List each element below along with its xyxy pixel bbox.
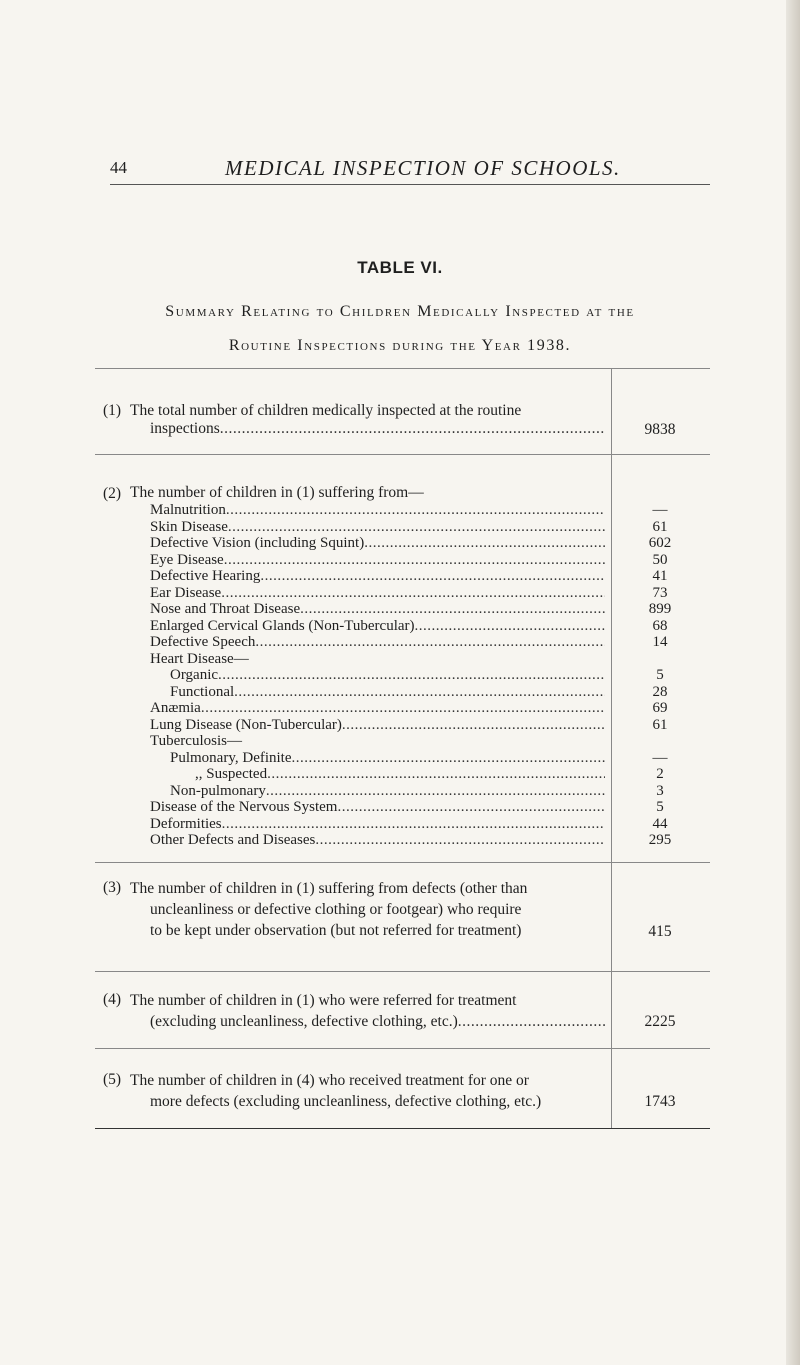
row-value: 295	[648, 832, 672, 848]
row-value: 73	[652, 584, 668, 601]
section-heading: The number of children in (1) suffering from—	[130, 484, 424, 501]
section-number: (2)	[103, 485, 122, 502]
row-value: 50	[652, 551, 668, 568]
section-2	[95, 454, 710, 862]
section-text-line: The total number of children medically inspected at the routine	[130, 402, 522, 419]
section-value: 9838	[644, 421, 676, 438]
row-value: 68	[652, 617, 668, 634]
section-text-line: more defects (excluding uncleanliness, defective clothing, etc.)	[150, 1093, 542, 1110]
row-value: 69	[652, 700, 668, 716]
row-value: 2	[656, 766, 664, 782]
section-text-line: The number of children in (1) suffering from defects (other than	[130, 880, 528, 897]
row-value: —	[652, 749, 668, 766]
section-4	[95, 971, 710, 1048]
row-value: 28	[652, 683, 668, 700]
section-value: 2225	[644, 1013, 676, 1030]
section-1	[95, 368, 710, 454]
section-value: 415	[648, 923, 672, 940]
list-item: Lung Disease (Non-Tubercular) .....	[130, 717, 605, 734]
section-number: (3)	[103, 879, 122, 896]
list-item: Heart Disease—	[150, 650, 249, 667]
list-item: Ear Disease .....	[130, 585, 605, 602]
section-values	[617, 502, 703, 849]
section-number: (4)	[103, 991, 122, 1008]
section-text-line: uncleanliness or defective clothing or footgear) who require	[150, 901, 522, 918]
page-header	[110, 148, 710, 188]
list-item: Defective Vision (including Squint) .....	[130, 535, 605, 552]
list-item: Organic .....	[130, 667, 605, 684]
section-number: (1)	[103, 402, 122, 419]
list-item: Other Defects and Diseases .....	[130, 832, 605, 849]
table-subtitle-line2: Routine Inspections during the Year 1938.	[228, 337, 572, 354]
header-rule	[110, 184, 710, 185]
row-value	[617, 733, 703, 750]
section-value: 1743	[644, 1093, 676, 1110]
row-value: 41	[652, 568, 668, 584]
row-value: 899	[648, 601, 672, 617]
list-item: Defective Speech .....	[130, 634, 605, 651]
page-edge-shadow	[786, 0, 800, 1365]
list-item: Tuberculosis—	[150, 733, 242, 749]
row-value: 14	[652, 634, 668, 650]
row-value: 44	[652, 815, 668, 832]
row-value: 5	[656, 667, 664, 683]
list-item: Malnutrition .....	[130, 502, 605, 519]
list-item: Pulmonary, Definite .....	[130, 750, 605, 767]
list-item: Enlarged Cervical Glands (Non-Tubercular) .....	[130, 618, 605, 635]
table-title: TABLE VI.	[357, 258, 443, 277]
list-item: Deformities .....	[130, 816, 605, 833]
list-item: Disease of the Nervous System .....	[130, 799, 605, 816]
section-5	[95, 1048, 710, 1129]
list-item: Skin Disease .....	[130, 519, 605, 536]
list-item: Anæmia .....	[130, 700, 605, 717]
list-item: Eye Disease .....	[130, 552, 605, 569]
table-subtitle-line1: Summary Relating to Children Medically Inspected at the	[165, 303, 635, 320]
section-text-line: (excluding uncleanliness, defective clothing, etc.)	[150, 1013, 458, 1030]
section-number: (5)	[103, 1071, 122, 1088]
list-item: Functional .....	[130, 684, 605, 701]
row-value: 61	[652, 716, 668, 733]
row-value: 5	[656, 799, 664, 815]
section-text-line: inspections	[150, 421, 220, 437]
list-item: Defective Hearing .....	[130, 568, 605, 585]
list-item: ,, Suspected .....	[130, 766, 605, 783]
row-value: 3	[656, 782, 664, 799]
section-text-line: The number of children in (1) who were referred for treatment	[130, 992, 517, 1009]
row-value	[617, 651, 703, 668]
running-title: MEDICAL INSPECTION OF SCHOOLS.	[225, 156, 621, 180]
section-3	[95, 862, 710, 971]
section-text-line: to be kept under observation (but not referred for treatment)	[150, 922, 522, 939]
page-number: 44	[110, 158, 127, 177]
list-item: Nose and Throat Disease .....	[130, 601, 605, 618]
row-value: —	[652, 502, 668, 518]
row-value: 602	[648, 535, 672, 551]
row-value: 61	[652, 518, 668, 535]
list-item: Non-pulmonary .....	[130, 783, 605, 800]
section-text-line: The number of children in (4) who received treatment for one or	[130, 1072, 529, 1089]
